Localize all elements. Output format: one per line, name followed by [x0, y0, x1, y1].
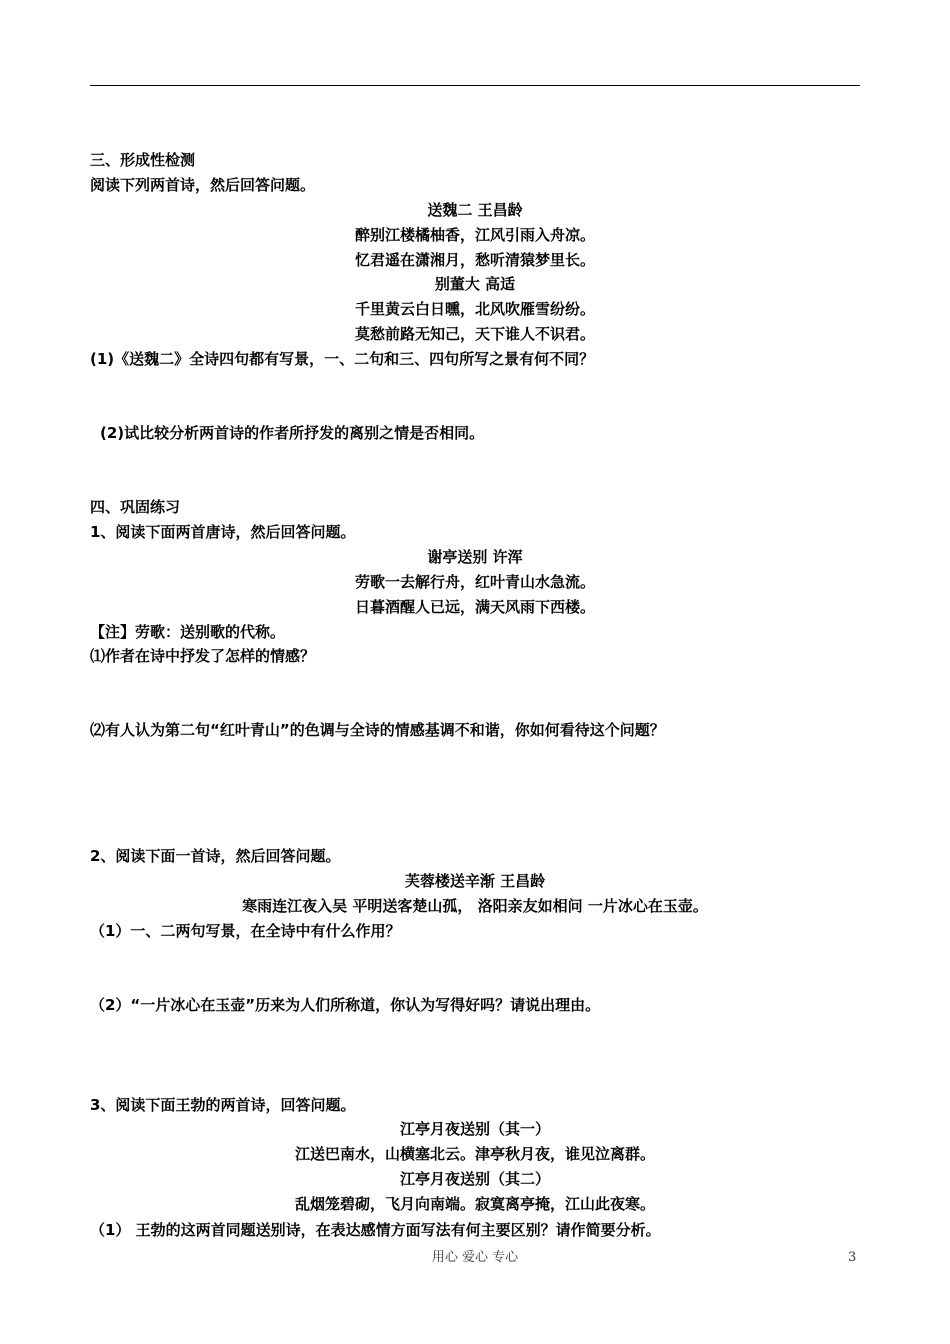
- exercise3-poem2-line: 乱烟笼碧砌，飞月向南端。寂寞离亭掩，江山此夜寒。: [294, 1195, 655, 1213]
- exercise3-intro: 3、阅读下面王勃的两首诗，回答问题。: [90, 1096, 356, 1114]
- exercise1-question1: ⑴作者在诗中抒发了怎样的情感？: [90, 647, 316, 665]
- exercise1-intro: 1、阅读下面两首唐诗，然后回答问题。: [90, 523, 356, 541]
- poem1-line2: 忆君遥在潇湘月，愁听清猿梦里长。: [354, 251, 595, 269]
- page-number: 3: [848, 1250, 857, 1265]
- exercise3-poem1-title: 江亭月夜送别（其一）: [399, 1120, 550, 1138]
- section3-question2: (2)试比较分析两首诗的作者所抒发的离别之情是否相同。: [100, 424, 485, 442]
- exercise2-poem-line: 寒雨连江夜入吴 平明送客楚山孤， 洛阳亲友如相问 一片冰心在玉壶。: [242, 897, 708, 915]
- exercise1-note: 【注】劳歌：送别歌的代称。: [90, 623, 286, 641]
- exercise3-poem1-line: 江送巴南水，山横塞北云。津亭秋月夜，谁见泣离群。: [294, 1145, 655, 1163]
- exercise2-question2: （2）“一片冰心在玉壶”历来为人们所称道，你认为写得好吗？请说出理由。: [90, 996, 601, 1014]
- exercise1-question2: ⑵有人认为第二句“红叶青山”的色调与全诗的情感基调不和谐，你如何看待这个问题？: [90, 721, 665, 739]
- exercise2-poem-title: 芙蓉楼送辛渐 王昌龄: [404, 872, 546, 890]
- section3-intro: 阅读下列两首诗，然后回答问题。: [90, 176, 316, 194]
- exercise2-intro: 2、阅读下面一首诗，然后回答问题。: [90, 847, 341, 865]
- poem2-line2: 莫愁前路无知己，天下谁人不识君。: [354, 325, 595, 343]
- poem2-line1: 千里黄云白日曛，北风吹雁雪纷纷。: [354, 300, 595, 318]
- exercise1-poem-line1: 劳歌一去解行舟，红叶青山水急流。: [354, 573, 595, 591]
- poem2-title: 别董大 高适: [434, 275, 516, 293]
- section4-heading: 四、巩固练习: [90, 498, 181, 516]
- exercise1-poem-line2: 日暮酒醒人已远，满天风雨下西楼。: [354, 598, 595, 616]
- header-rule: [90, 85, 860, 86]
- exercise2-question1: （1）一、二两句写景，在全诗中有什么作用？: [90, 922, 401, 940]
- poem1-line1: 醉别江楼橘柚香，江风引雨入舟凉。: [354, 226, 595, 244]
- poem1-title: 送魏二 王昌龄: [427, 201, 523, 219]
- section3-heading: 三、形成性检测: [90, 151, 196, 169]
- exercise1-poem-title: 谢亭送别 许浑: [427, 548, 523, 566]
- footer-text: 用心 爱心 专心: [431, 1250, 519, 1265]
- exercise3-poem2-title: 江亭月夜送别（其二）: [399, 1170, 550, 1188]
- section3-question1: (1)《送魏二》全诗四句都有写景，一、二句和三、四句所写之景有何不同？: [90, 350, 595, 368]
- exercise3-question1: （1） 王勃的这两首同题送别诗，在表达感情方面写法有何主要区别？请作简要分析。: [90, 1221, 661, 1239]
